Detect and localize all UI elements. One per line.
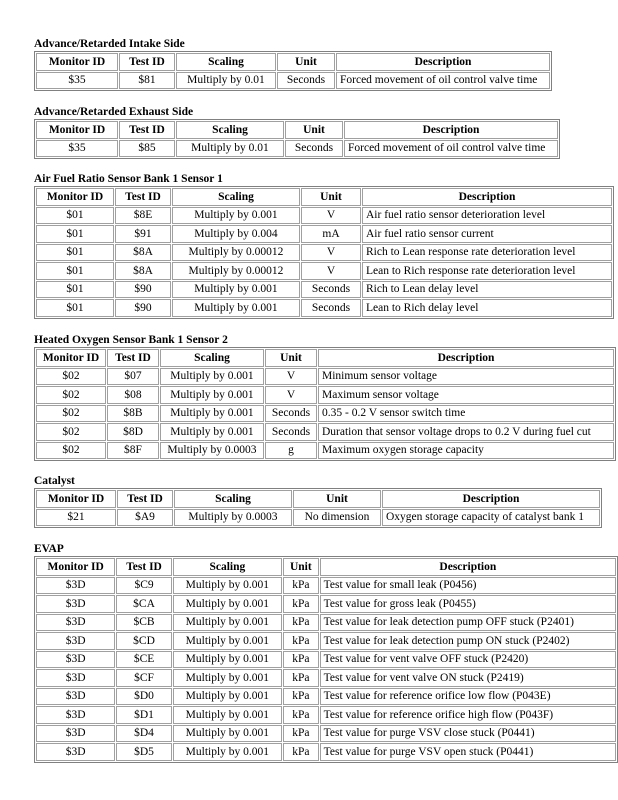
- column-header-test-id: Test ID: [116, 558, 171, 576]
- description-cell: Forced movement of oil control valve time: [336, 72, 550, 90]
- monitor-id-cell: $35: [36, 140, 118, 158]
- header-row: [36, 121, 558, 139]
- scaling-cell: Multiply by 0.01: [176, 140, 284, 158]
- unit-cell: No dimension: [293, 509, 381, 527]
- description-cell: Test value for purge VSV close stuck (P0441): [320, 725, 616, 743]
- monitor-id-cell: $01: [36, 299, 114, 317]
- table-row: [36, 632, 616, 650]
- unit-cell: kPa: [283, 688, 319, 706]
- scaling-cell: Multiply by 0.0003: [174, 509, 292, 527]
- unit-cell: g: [265, 442, 317, 460]
- column-header-test-id: Test ID: [119, 53, 175, 71]
- scaling-cell: Multiply by 0.004: [172, 225, 300, 243]
- test-id-cell: $07: [107, 368, 159, 386]
- description-cell: Test value for gross leak (P0455): [320, 595, 616, 613]
- description-cell: Test value for vent valve ON stuck (P2419): [320, 669, 616, 687]
- column-header-description: Description: [336, 53, 550, 71]
- table-row: [36, 725, 616, 743]
- header-row: [36, 188, 612, 206]
- column-header-description: Description: [382, 490, 600, 508]
- scaling-cell: Multiply by 0.001: [173, 706, 282, 724]
- description-cell: Test value for small leak (P0456): [320, 577, 616, 595]
- unit-cell: kPa: [283, 595, 319, 613]
- unit-cell: kPa: [283, 706, 319, 724]
- monitor-id-cell: $02: [36, 405, 106, 423]
- table-row: [36, 140, 558, 158]
- description-cell: Maximum oxygen storage capacity: [318, 442, 614, 460]
- table-row: [36, 577, 616, 595]
- unit-cell: V: [301, 207, 361, 225]
- column-header-unit: Unit: [301, 188, 361, 206]
- table-row: [36, 299, 612, 317]
- table-row: [36, 442, 614, 460]
- test-id-cell: $CD: [116, 632, 171, 650]
- monitor-id-cell: $02: [36, 386, 106, 404]
- unit-cell: V: [265, 386, 317, 404]
- table-row: [36, 595, 616, 613]
- test-id-cell: $85: [119, 140, 175, 158]
- monitor-id-cell: $01: [36, 281, 114, 299]
- column-header-description: Description: [362, 188, 612, 206]
- table-row: [36, 368, 614, 386]
- description-cell: Test value for purge VSV open stuck (P0441): [320, 743, 616, 761]
- table-row: [36, 225, 612, 243]
- description-cell: Lean to Rich response rate deterioration level: [362, 262, 612, 280]
- table-row: [36, 423, 614, 441]
- description-cell: Lean to Rich delay level: [362, 299, 612, 317]
- column-header-description: Description: [318, 349, 614, 367]
- monitor-id-cell: $3D: [36, 669, 115, 687]
- data-table: [34, 51, 552, 91]
- table-row: [36, 386, 614, 404]
- column-header-unit: Unit: [277, 53, 335, 71]
- monitor-id-cell: $01: [36, 207, 114, 225]
- table-row: [36, 614, 616, 632]
- column-header-test-id: Test ID: [107, 349, 159, 367]
- table-row: [36, 405, 614, 423]
- section-title: Advance/Retarded Intake Side: [34, 38, 185, 50]
- scaling-cell: Multiply by 0.001: [173, 743, 282, 761]
- scaling-cell: Multiply by 0.001: [172, 299, 300, 317]
- unit-cell: Seconds: [301, 299, 361, 317]
- table-row: [36, 706, 616, 724]
- data-table: [34, 186, 614, 319]
- monitor-id-cell: $3D: [36, 577, 115, 595]
- description-cell: Rich to Lean response rate deterioration level: [362, 244, 612, 262]
- unit-cell: kPa: [283, 651, 319, 669]
- table-row: [36, 262, 612, 280]
- monitor-id-cell: $3D: [36, 632, 115, 650]
- test-id-cell: $90: [115, 299, 171, 317]
- scaling-cell: Multiply by 0.001: [173, 651, 282, 669]
- section-title: Heated Oxygen Sensor Bank 1 Sensor 2: [34, 334, 228, 346]
- column-header-monitor-id: Monitor ID: [36, 349, 106, 367]
- test-id-cell: $81: [119, 72, 175, 90]
- header-row: [36, 490, 600, 508]
- table-row: [36, 651, 616, 669]
- description-cell: Rich to Lean delay level: [362, 281, 612, 299]
- test-id-cell: $D5: [116, 743, 171, 761]
- scaling-cell: Multiply by 0.001: [160, 368, 264, 386]
- column-header-monitor-id: Monitor ID: [36, 188, 114, 206]
- column-header-scaling: Scaling: [172, 188, 300, 206]
- monitor-id-cell: $3D: [36, 743, 115, 761]
- section: [34, 105, 560, 159]
- header-row: [36, 53, 550, 71]
- scaling-cell: Multiply by 0.0003: [160, 442, 264, 460]
- test-id-cell: $C9: [116, 577, 171, 595]
- data-table: [34, 119, 560, 159]
- column-header-unit: Unit: [285, 121, 343, 139]
- scaling-cell: Multiply by 0.001: [173, 669, 282, 687]
- description-cell: Test value for reference orifice low flow (P043E): [320, 688, 616, 706]
- scaling-cell: Multiply by 0.001: [173, 614, 282, 632]
- monitor-id-cell: $35: [36, 72, 118, 90]
- unit-cell: V: [301, 262, 361, 280]
- monitor-id-cell: $02: [36, 423, 106, 441]
- monitor-id-cell: $3D: [36, 688, 115, 706]
- column-header-description: Description: [344, 121, 558, 139]
- unit-cell: V: [301, 244, 361, 262]
- monitor-id-cell: $3D: [36, 595, 115, 613]
- scaling-cell: Multiply by 0.01: [176, 72, 276, 90]
- scaling-cell: Multiply by 0.001: [173, 577, 282, 595]
- monitor-id-cell: $02: [36, 442, 106, 460]
- test-id-cell: $8B: [107, 405, 159, 423]
- unit-cell: Seconds: [285, 140, 343, 158]
- description-cell: Test value for vent valve OFF stuck (P2420): [320, 651, 616, 669]
- unit-cell: kPa: [283, 725, 319, 743]
- test-id-cell: $A9: [117, 509, 173, 527]
- scaling-cell: Multiply by 0.001: [172, 281, 300, 299]
- test-id-cell: $CA: [116, 595, 171, 613]
- monitor-id-cell: $02: [36, 368, 106, 386]
- test-id-cell: $08: [107, 386, 159, 404]
- monitor-id-cell: $01: [36, 262, 114, 280]
- description-cell: Test value for leak detection pump ON stuck (P2402): [320, 632, 616, 650]
- column-header-monitor-id: Monitor ID: [36, 53, 118, 71]
- unit-cell: kPa: [283, 669, 319, 687]
- column-header-description: Description: [320, 558, 616, 576]
- scaling-cell: Multiply by 0.001: [173, 725, 282, 743]
- unit-cell: Seconds: [265, 423, 317, 441]
- table-row: [36, 688, 616, 706]
- data-table: [34, 488, 602, 528]
- test-id-cell: $CF: [116, 669, 171, 687]
- unit-cell: V: [265, 368, 317, 386]
- description-cell: Forced movement of oil control valve time: [344, 140, 558, 158]
- scaling-cell: Multiply by 0.00012: [172, 244, 300, 262]
- table-row: [36, 281, 612, 299]
- table-row: [36, 207, 612, 225]
- section-title: Air Fuel Ratio Sensor Bank 1 Sensor 1: [34, 173, 223, 185]
- section: [34, 542, 618, 763]
- description-cell: Maximum sensor voltage: [318, 386, 614, 404]
- description-cell: Test value for reference orifice high flow (P043F): [320, 706, 616, 724]
- test-id-cell: $8A: [115, 262, 171, 280]
- description-cell: Oxygen storage capacity of catalyst bank 1: [382, 509, 600, 527]
- unit-cell: kPa: [283, 614, 319, 632]
- test-id-cell: $90: [115, 281, 171, 299]
- description-cell: Minimum sensor voltage: [318, 368, 614, 386]
- monitor-id-cell: $01: [36, 225, 114, 243]
- section: [34, 474, 602, 528]
- unit-cell: kPa: [283, 743, 319, 761]
- test-id-cell: $D0: [116, 688, 171, 706]
- monitor-id-cell: $3D: [36, 725, 115, 743]
- unit-cell: kPa: [283, 632, 319, 650]
- table-row: [36, 244, 612, 262]
- column-header-unit: Unit: [293, 490, 381, 508]
- unit-cell: Seconds: [265, 405, 317, 423]
- header-row: [36, 349, 614, 367]
- data-table: [34, 347, 616, 461]
- description-cell: Air fuel ratio sensor deterioration level: [362, 207, 612, 225]
- section: [34, 172, 614, 319]
- monitor-id-cell: $3D: [36, 706, 115, 724]
- monitor-id-cell: $3D: [36, 614, 115, 632]
- column-header-test-id: Test ID: [117, 490, 173, 508]
- unit-cell: mA: [301, 225, 361, 243]
- test-id-cell: $D4: [116, 725, 171, 743]
- test-id-cell: $CE: [116, 651, 171, 669]
- column-header-scaling: Scaling: [176, 121, 284, 139]
- column-header-scaling: Scaling: [160, 349, 264, 367]
- test-id-cell: $CB: [116, 614, 171, 632]
- column-header-test-id: Test ID: [115, 188, 171, 206]
- description-cell: Duration that sensor voltage drops to 0.2 V during fuel cut: [318, 423, 614, 441]
- unit-cell: Seconds: [277, 72, 335, 90]
- header-row: [36, 558, 616, 576]
- scaling-cell: Multiply by 0.001: [160, 405, 264, 423]
- unit-cell: kPa: [283, 577, 319, 595]
- column-header-scaling: Scaling: [174, 490, 292, 508]
- section: [34, 37, 552, 91]
- section-title: Catalyst: [34, 475, 75, 487]
- description-cell: 0.35 - 0.2 V sensor switch time: [318, 405, 614, 423]
- description-cell: Air fuel ratio sensor current: [362, 225, 612, 243]
- column-header-unit: Unit: [283, 558, 319, 576]
- test-id-cell: $8D: [107, 423, 159, 441]
- monitor-id-cell: $01: [36, 244, 114, 262]
- description-cell: Test value for leak detection pump OFF stuck (P2401): [320, 614, 616, 632]
- table-row: [36, 72, 550, 90]
- table-row: [36, 669, 616, 687]
- column-header-unit: Unit: [265, 349, 317, 367]
- test-id-cell: $D1: [116, 706, 171, 724]
- scaling-cell: Multiply by 0.001: [160, 423, 264, 441]
- test-id-cell: $91: [115, 225, 171, 243]
- column-header-scaling: Scaling: [176, 53, 276, 71]
- column-header-monitor-id: Monitor ID: [36, 490, 116, 508]
- scaling-cell: Multiply by 0.001: [173, 595, 282, 613]
- monitor-id-cell: $3D: [36, 651, 115, 669]
- table-row: [36, 743, 616, 761]
- scaling-cell: Multiply by 0.001: [160, 386, 264, 404]
- column-header-test-id: Test ID: [119, 121, 175, 139]
- table-row: [36, 509, 600, 527]
- column-header-monitor-id: Monitor ID: [36, 121, 118, 139]
- test-id-cell: $8E: [115, 207, 171, 225]
- scaling-cell: Multiply by 0.00012: [172, 262, 300, 280]
- test-id-cell: $8F: [107, 442, 159, 460]
- section: [34, 333, 616, 461]
- section-title: EVAP: [34, 543, 64, 555]
- section-title: Advance/Retarded Exhaust Side: [34, 106, 194, 118]
- unit-cell: Seconds: [301, 281, 361, 299]
- scaling-cell: Multiply by 0.001: [172, 207, 300, 225]
- data-table: [34, 556, 618, 763]
- monitor-id-cell: $21: [36, 509, 116, 527]
- test-id-cell: $8A: [115, 244, 171, 262]
- scaling-cell: Multiply by 0.001: [173, 632, 282, 650]
- column-header-monitor-id: Monitor ID: [36, 558, 115, 576]
- scaling-cell: Multiply by 0.001: [173, 688, 282, 706]
- column-header-scaling: Scaling: [173, 558, 282, 576]
